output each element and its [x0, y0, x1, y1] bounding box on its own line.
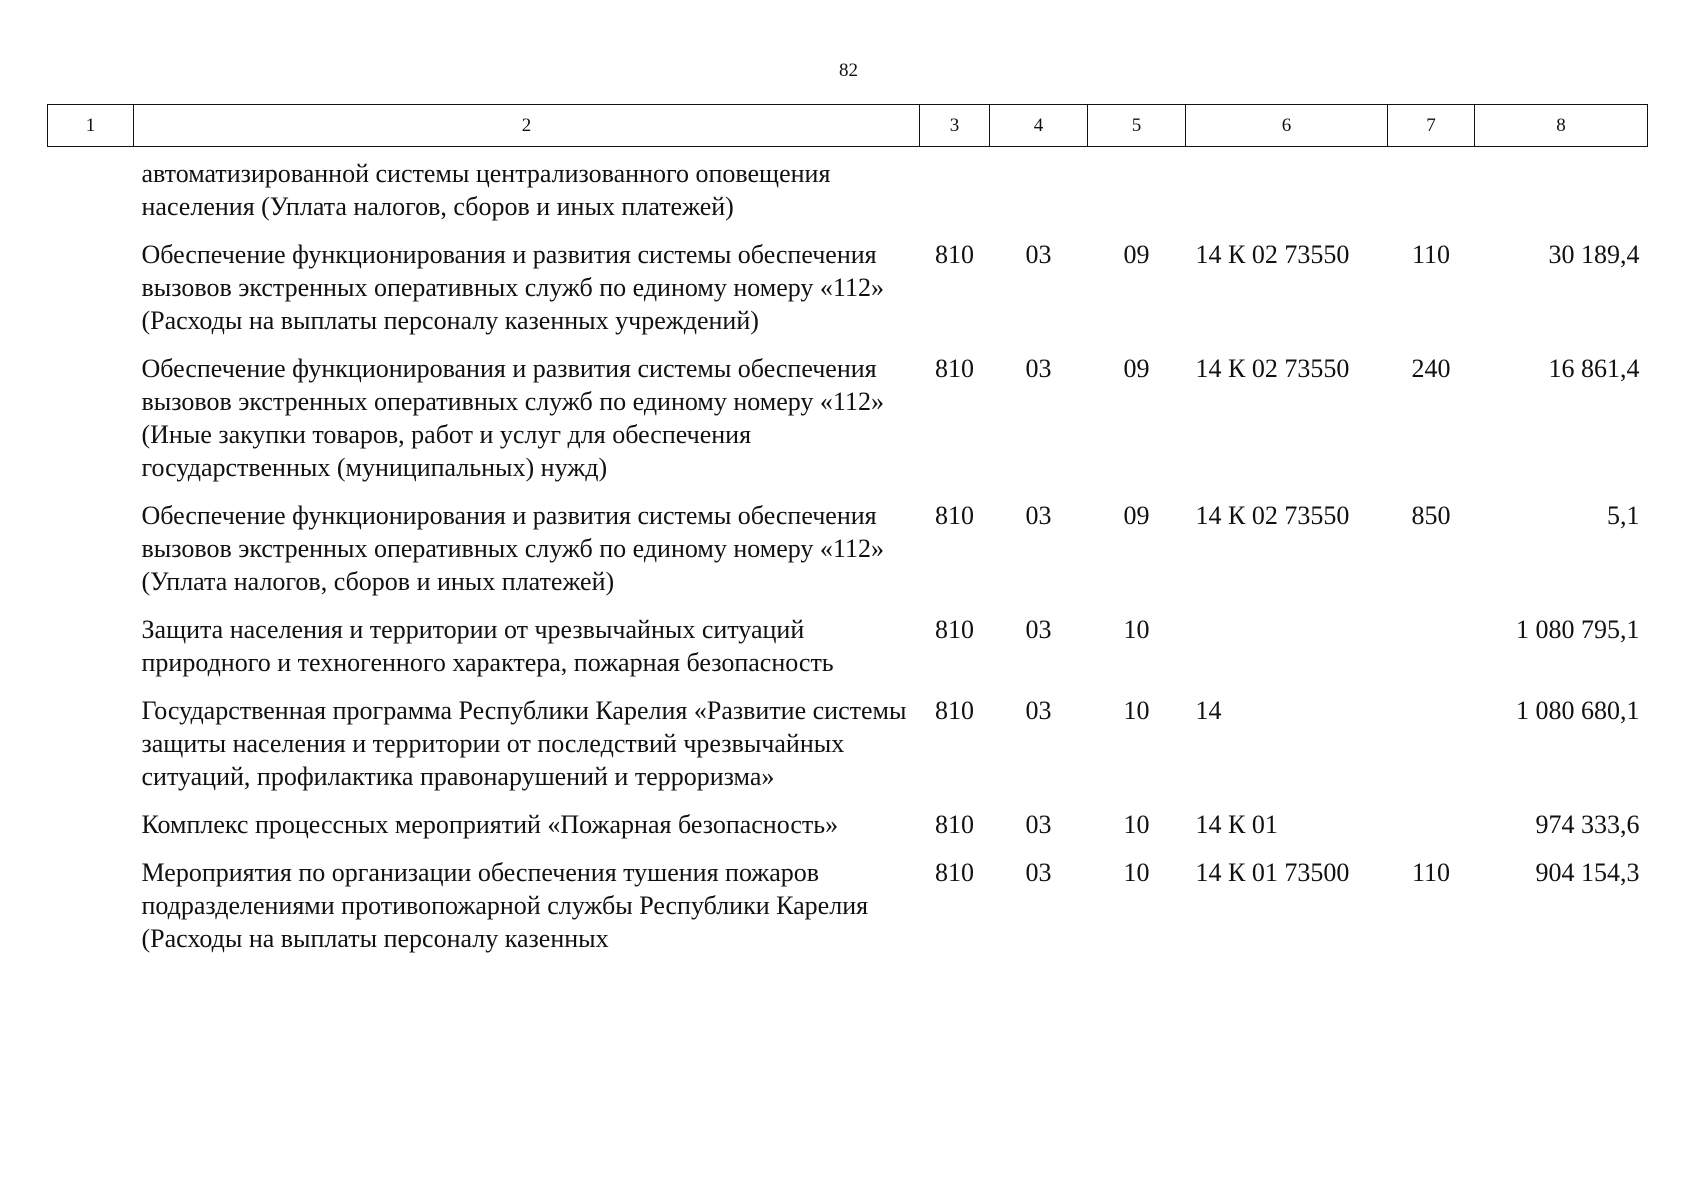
section-cell: 03 — [1025, 240, 1052, 269]
amount-cell: 30 189,4 — [1548, 240, 1640, 269]
grbs-cell: 810 — [935, 810, 974, 839]
table-row — [48, 147, 1648, 239]
target-article-cell — [1186, 147, 1388, 239]
grbs-cell: 810 — [935, 501, 974, 530]
header-col-4: 4 — [990, 105, 1088, 147]
section-cell: 03 — [1025, 615, 1052, 644]
subsection-cell: 10 — [1123, 858, 1150, 887]
target-article-cell: 14 К 02 73550 — [1195, 354, 1350, 383]
header-col-2: 2 — [134, 105, 920, 147]
expense-type-cell — [1388, 147, 1475, 239]
section-cell: 03 — [1025, 354, 1052, 383]
expense-type-cell: 850 — [1411, 501, 1451, 530]
expense-name-cell: Мероприятия по организации обеспечения тушения пожаров подразделениями противопожарной службы Республики Карелия (Расходы на выплаты персоналу казенных — [141, 858, 869, 953]
table-row — [48, 808, 1648, 856]
expense-name-cell: Обеспечение функционирования и развития системы обеспечения вызовов экстренных оперативных служб по единому номеру «112» (Иные закупки товаров, работ и услуг для обеспечения государственных (муниципальных) нужд) — [141, 354, 884, 482]
table-body — [48, 147, 1648, 971]
target-article-cell: 14 К 01 — [1195, 810, 1278, 839]
table-row — [48, 499, 1648, 613]
budget-table — [47, 104, 1648, 970]
target-article-cell: 14 К 02 73550 — [1195, 240, 1350, 269]
expense-name-cell: Государственная программа Республики Карелия «Развитие системы защиты населения и территории от последствий чрезвычайных ситуаций, профилактика правонарушений и терроризма» — [141, 696, 907, 791]
expense-name-cell: Обеспечение функционирования и развития системы обеспечения вызовов экстренных оперативных служб по единому номеру «112» (Расходы на выплаты персоналу казенных учреждений) — [141, 240, 884, 335]
section-cell: 03 — [1025, 858, 1052, 887]
table-row — [48, 694, 1648, 808]
subsection-cell: 09 — [1123, 354, 1150, 383]
page-number: 82 — [839, 60, 858, 81]
target-article-cell: 14 К 02 73550 — [1195, 501, 1350, 530]
row-number-cell — [48, 238, 134, 352]
row-number-cell — [48, 808, 134, 856]
header-col-6: 6 — [1186, 105, 1388, 147]
row-number-cell — [48, 613, 134, 694]
target-article-cell: 14 — [1195, 696, 1222, 725]
header-col-7: 7 — [1388, 105, 1475, 147]
row-number-cell — [48, 352, 134, 499]
expense-name-cell: Обеспечение функционирования и развития системы обеспечения вызовов экстренных оперативных служб по единому номеру «112» (Уплата налогов, сборов и иных платежей) — [141, 501, 884, 596]
amount-cell — [1475, 147, 1648, 239]
subsection-cell — [1088, 147, 1186, 239]
section-cell: 03 — [1025, 696, 1052, 725]
expense-type-cell — [1388, 694, 1475, 808]
subsection-cell: 09 — [1123, 501, 1150, 530]
table-row — [48, 238, 1648, 352]
target-article-cell — [1186, 613, 1388, 694]
section-cell: 03 — [1025, 501, 1052, 530]
table-row — [48, 352, 1648, 499]
section-cell — [990, 147, 1088, 239]
amount-cell: 904 154,3 — [1535, 858, 1640, 887]
expense-type-cell: 110 — [1411, 240, 1451, 269]
row-number-cell — [48, 499, 134, 613]
amount-cell: 5,1 — [1607, 501, 1640, 530]
expense-name-cell: Комплекс процессных мероприятий «Пожарная безопасность» — [141, 810, 839, 839]
grbs-cell — [920, 147, 990, 239]
expense-type-cell — [1388, 808, 1475, 856]
grbs-cell: 810 — [935, 354, 974, 383]
amount-cell: 1 080 680,1 — [1516, 696, 1640, 725]
expense-type-cell: 110 — [1411, 858, 1451, 887]
subsection-cell: 09 — [1123, 240, 1150, 269]
table-header — [48, 105, 1648, 147]
expense-type-cell — [1388, 613, 1475, 694]
expense-name-cell: Защита населения и территории от чрезвычайных ситуаций природного и техногенного характера, пожарная безопасность — [141, 615, 834, 677]
grbs-cell: 810 — [935, 696, 974, 725]
amount-cell: 16 861,4 — [1548, 354, 1640, 383]
header-col-5: 5 — [1088, 105, 1186, 147]
header-col-1: 1 — [48, 105, 134, 147]
subsection-cell: 10 — [1123, 810, 1150, 839]
target-article-cell: 14 К 01 73500 — [1195, 858, 1350, 887]
grbs-cell: 810 — [935, 858, 974, 887]
expense-type-cell: 240 — [1411, 354, 1451, 383]
header-col-3: 3 — [920, 105, 990, 147]
subsection-cell: 10 — [1123, 696, 1150, 725]
amount-cell: 1 080 795,1 — [1516, 615, 1640, 644]
amount-cell: 974 333,6 — [1535, 810, 1640, 839]
row-number-cell — [48, 856, 134, 970]
table-row — [48, 856, 1648, 970]
header-row — [48, 105, 1648, 147]
section-cell: 03 — [1025, 810, 1052, 839]
expense-name-cell: автоматизированной системы централизованного оповещения населения (Уплата налогов, сборов и иных платежей) — [141, 159, 831, 221]
grbs-cell: 810 — [935, 240, 974, 269]
row-number-cell — [48, 147, 134, 239]
grbs-cell: 810 — [935, 615, 974, 644]
row-number-cell — [48, 694, 134, 808]
table-row — [48, 613, 1648, 694]
subsection-cell: 10 — [1123, 615, 1150, 644]
header-col-8: 8 — [1475, 105, 1648, 147]
